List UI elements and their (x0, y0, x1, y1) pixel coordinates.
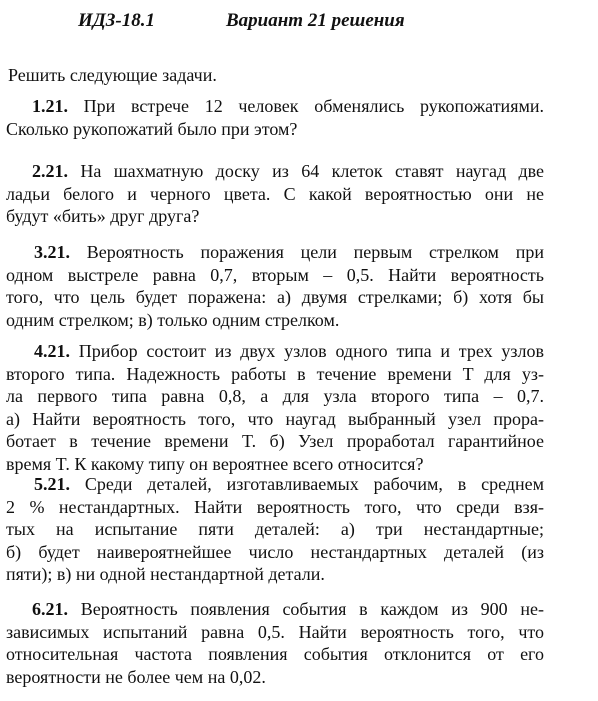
problem-number: 2.21. (32, 161, 68, 181)
problem-line: того, что цель будет поражена: а) двумя стрелками; б) хотя бы (6, 287, 544, 307)
page-header (0, 10, 598, 34)
problem-line: вероятности не более чем на 0,02. (6, 666, 266, 687)
problem-4 (6, 340, 544, 475)
problem-number: 4.21. (34, 341, 70, 361)
problem-line: будут «бить» друг друга? (6, 206, 200, 226)
problem-line: пяти); в) ни одной нестандартной детали. (6, 564, 325, 584)
problem-line: тых на испытание пяти деталей: а) три нестандартные; (6, 519, 544, 539)
problem-line: а) Найти вероятность того, что наугад выбранный узел прора- (6, 408, 544, 429)
header-variant-title: Вариант 21 решения (226, 10, 405, 31)
problem-line: одним стрелком; в) только одним стрелком. (6, 309, 340, 330)
problem-line: ладьи белого и черного цвета. С какой вероятностью они не (6, 183, 544, 204)
problem-line: одном выстреле равна 0,7, вторым – 0,5. Найти вероятность (6, 264, 544, 285)
problem-line: второго типа. Надежность работы в течение времени T для уз- (6, 363, 544, 384)
problem-line: 2 % нестандартных. Найти вероятность того, что среди взя- (6, 496, 544, 517)
problem-2 (6, 160, 544, 228)
problem-line: время T. К какому типу он вероятнее всего относится? (6, 453, 424, 474)
problem-line: относительная частота появления события отклонится от его (6, 644, 544, 664)
problem-line: 1.21. При встрече 12 человек обменялись рукопожатиями. (32, 96, 544, 116)
problem-number: 5.21. (34, 474, 70, 494)
problem-number: 1.21. (32, 96, 68, 116)
problem-line: 4.21. Прибор состоит из двух узлов одного типа и трех узлов (34, 341, 544, 361)
problem-line: ла первого типа равна 0,8, а для узла второго типа – 0,7. (6, 386, 544, 406)
problem-1 (6, 95, 544, 140)
problem-6 (6, 598, 544, 688)
problem-line: 5.21. Среди деталей, изготавливаемых рабочим, в среднем (34, 474, 545, 494)
problem-line: ботает в течение времени T. б) Узел проработал гарантийное (6, 431, 544, 451)
problem-line: Сколько рукопожатий было при этом? (6, 118, 298, 139)
problem-line: 3.21. Вероятность поражения цели первым стрелком при (34, 242, 544, 262)
intro-instruction: Решить следующие задачи. (8, 65, 217, 85)
problem-3 (6, 241, 544, 331)
problem-number: 3.21. (34, 242, 70, 262)
header-assignment-id: ИДЗ-18.1 (78, 10, 156, 31)
problem-line: зависимых испытаний равна 0,5. Найти вероятность того, что (6, 621, 544, 642)
problem-line: б) будет наивероятнейшее число нестандартных деталей (из (6, 541, 544, 562)
problem-number: 6.21. (32, 599, 68, 619)
problem-line: 6.21. Вероятность появления события в каждом из 900 не- (32, 599, 544, 619)
problem-5 (6, 473, 544, 586)
problem-line: 2.21. На шахматную доску из 64 клеток ставят наугад две (32, 161, 545, 181)
